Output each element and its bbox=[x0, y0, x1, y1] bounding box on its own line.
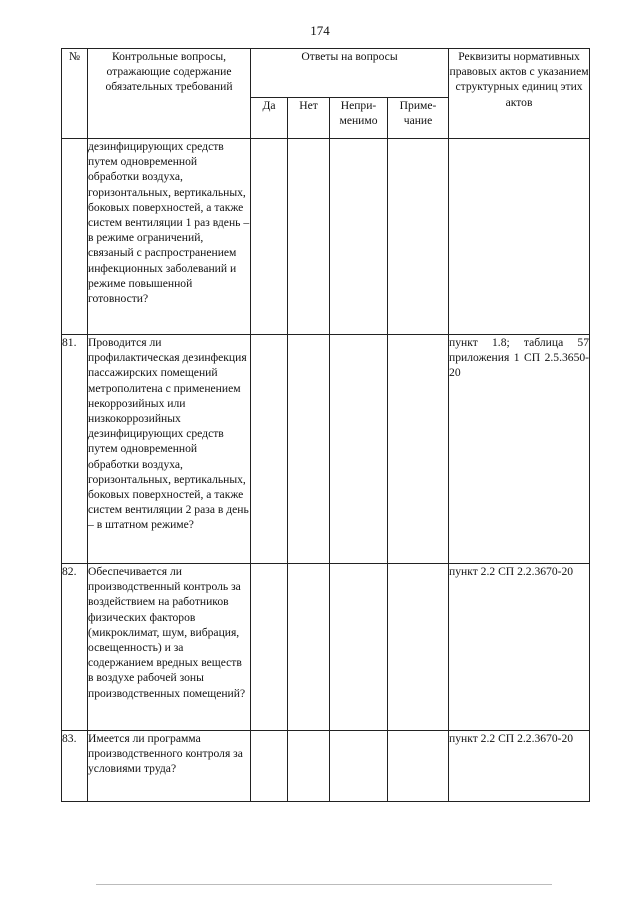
table-row bbox=[62, 564, 590, 731]
answer-no-cell bbox=[288, 731, 330, 802]
row-number: 82. bbox=[62, 564, 88, 731]
answer-note-cell bbox=[388, 139, 449, 335]
answer-no-cell bbox=[288, 564, 330, 731]
page-bottom-rule bbox=[96, 884, 552, 885]
row-question: Обеспечивается ли производственный контроль за воздействием на работников физических факторов (микроклимат, шум, вибрация, освещенность) и за содержанием вредных веществ в воздухе рабочей зоны производственных помещений? bbox=[88, 564, 251, 731]
page-number: 174 bbox=[310, 23, 330, 38]
answer-yes-cell bbox=[251, 139, 288, 335]
header-requisites: Реквизиты нормативных правовых актов с указанием структурных единиц этих актов bbox=[449, 49, 590, 139]
table-row bbox=[62, 139, 590, 335]
answer-not-applicable-cell bbox=[330, 139, 388, 335]
answer-note-cell bbox=[388, 335, 449, 564]
table-row bbox=[62, 335, 590, 564]
answer-yes-cell bbox=[251, 731, 288, 802]
header-no: Нет bbox=[288, 98, 330, 139]
row-question: дезинфицирующих средств путем одновременной обработки воздуха, горизонтальных, вертикальных, боковых поверхностей, а также систем вентиляции 1 раз вдень – в режиме ограничений, связаный с распространением инфекционных заболеваний и режиме повышенной готовности? bbox=[88, 139, 251, 335]
header-not-applicable: Непри-менимо bbox=[330, 98, 388, 139]
answer-yes-cell bbox=[251, 335, 288, 564]
row-requisites: пункт 1.8; таблица 57 приложения 1 СП 2.5.3650-20 bbox=[449, 335, 590, 564]
header-note: Приме-чание bbox=[388, 98, 449, 139]
table-row bbox=[62, 731, 590, 802]
answer-not-applicable-cell bbox=[330, 731, 388, 802]
answer-note-cell bbox=[388, 731, 449, 802]
row-requisites: пункт 2.2 СП 2.2.3670-20 bbox=[449, 731, 590, 802]
row-number: 83. bbox=[62, 731, 88, 802]
answer-not-applicable-cell bbox=[330, 335, 388, 564]
row-question: Проводится ли профилактическая дезинфекция пассажирских помещений метрополитена с применением некоррозийных или низкокоррозийных дезинфицирующих средств путем одновременной обработки воздуха, горизонтальных, вертикальных, боковых поверхностей, а также систем вентиляции 2 раза в день – в штатном режиме? bbox=[88, 335, 251, 564]
row-question: Имеется ли программа производственного контроля за условиями труда? bbox=[88, 731, 251, 802]
header-yes: Да bbox=[251, 98, 288, 139]
header-num: № bbox=[62, 49, 88, 139]
row-number bbox=[62, 139, 88, 335]
header-answers: Ответы на вопросы bbox=[251, 49, 449, 98]
answer-no-cell bbox=[288, 335, 330, 564]
answer-note-cell bbox=[388, 564, 449, 731]
answer-no-cell bbox=[288, 139, 330, 335]
answer-not-applicable-cell bbox=[330, 564, 388, 731]
row-number: 81. bbox=[62, 335, 88, 564]
row-requisites: пункт 2.2 СП 2.2.3670-20 bbox=[449, 564, 590, 731]
checklist-table bbox=[61, 48, 590, 802]
row-requisites bbox=[449, 139, 590, 335]
header-question: Контрольные вопросы, отражающие содержание обязательных требований bbox=[88, 49, 251, 139]
header-row bbox=[62, 49, 590, 98]
answer-yes-cell bbox=[251, 564, 288, 731]
